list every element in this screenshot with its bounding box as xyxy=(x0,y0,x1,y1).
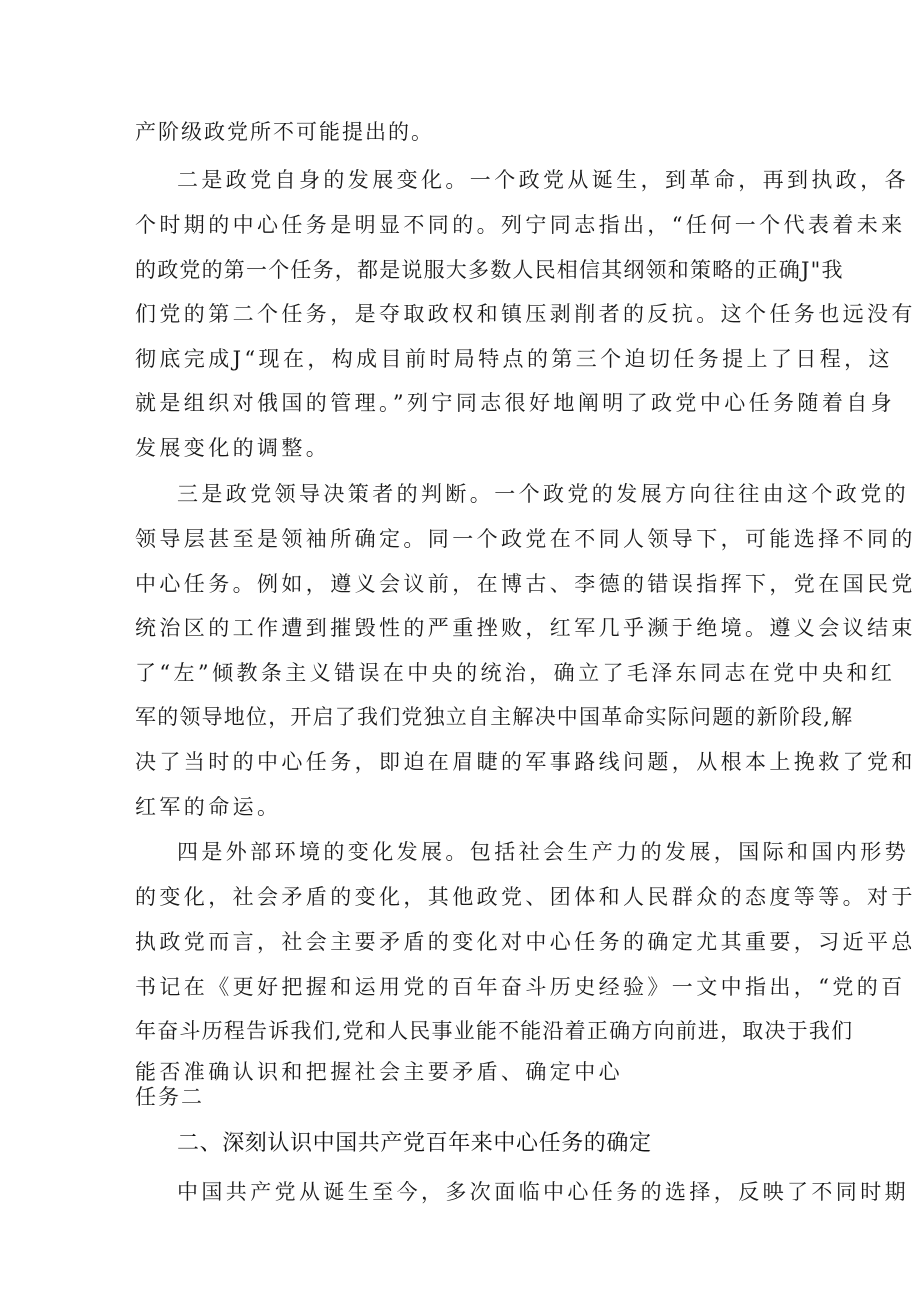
text-line: 中心任务。例如，遵义会议前，在博古、李德的错误指挥下，党在国民党 xyxy=(135,572,916,596)
paragraph-3-line: 三是政党领导决策者的判断。一个政党的发展方向往往由这个政党的 xyxy=(177,482,909,506)
paragraph-5-line: 中国共产党从诞生至今，多次面临中心任务的选择，反映了不同时期 xyxy=(177,1180,909,1204)
text-line: 年奋斗历程告诉我们,党和人民事业能不能沿着正确方向前进，取决于我们 xyxy=(135,1019,854,1043)
text-line: 了“左”倾教条主义错误在中央的统治，确立了毛泽东同志在党中央和红 xyxy=(135,661,896,685)
text-line: 的变化，社会矛盾的变化，其他政党、团体和人民群众的态度等等。对于 xyxy=(135,885,916,909)
paragraph-2-line: 二是政党自身的发展变化。一个政党从诞生，到革命，再到执政，各 xyxy=(177,168,909,192)
text-line: 能否准确认识和把握社会主要矛盾、确定中心 xyxy=(135,1060,623,1084)
text-line: 们党的第二个任务，是夺取政权和镇压剥削者的反抗。这个任务也远没有 xyxy=(135,302,916,326)
text-line: 红军的命运。 xyxy=(135,795,282,819)
text-line: 任务二 xyxy=(135,1085,204,1109)
text-line: 领导层甚至是领袖所确定。同一个政党在不同人领导下，可能选择不同的 xyxy=(135,527,916,551)
text-line: 彻底完成J“现在，构成目前时局特点的第三个迫切任务提上了日程，这 xyxy=(135,347,893,371)
text-line: 统治区的工作遭到摧毁性的严重挫败，红军几乎濒于绝境。遵义会议结束 xyxy=(135,616,916,640)
text-line: 就是组织对俄国的管理。”列宁同志很好地阐明了政党中心任务随着自身 xyxy=(135,391,896,415)
text-line: 的政党的第一个任务，都是说服大多数人民相信其纲领和策略的正确J"我 xyxy=(135,258,844,282)
text-line: 执政党而言，社会主要矛盾的变化对中心任务的确定尤其重要，习近平总 xyxy=(135,930,916,954)
text-line: 个时期的中心任务是明显不同的。列宁同志指出，“任何一个代表着未来 xyxy=(135,213,906,237)
text-line: 发展变化的调整。 xyxy=(135,436,331,460)
paragraph-4-line: 四是外部环境的变化发展。包括社会生产力的发展，国际和国内形势 xyxy=(177,840,909,864)
text-line: 军的领导地位，开启了我们党独立自主解决中国革命实际问题的新阶段,解 xyxy=(135,705,854,729)
text-line: 书记在《更好把握和运用党的百年奋斗历史经验》一文中指出，“党的百 xyxy=(135,975,906,999)
section-heading: 二、深刻认识中国共产党百年来中心任务的确定 xyxy=(177,1131,652,1156)
text-line: 产阶级政党所不可能提出的。 xyxy=(135,120,434,144)
text-line: 决了当时的中心任务，即迫在眉睫的军事路线问题，从根本上挽救了党和 xyxy=(135,750,916,774)
